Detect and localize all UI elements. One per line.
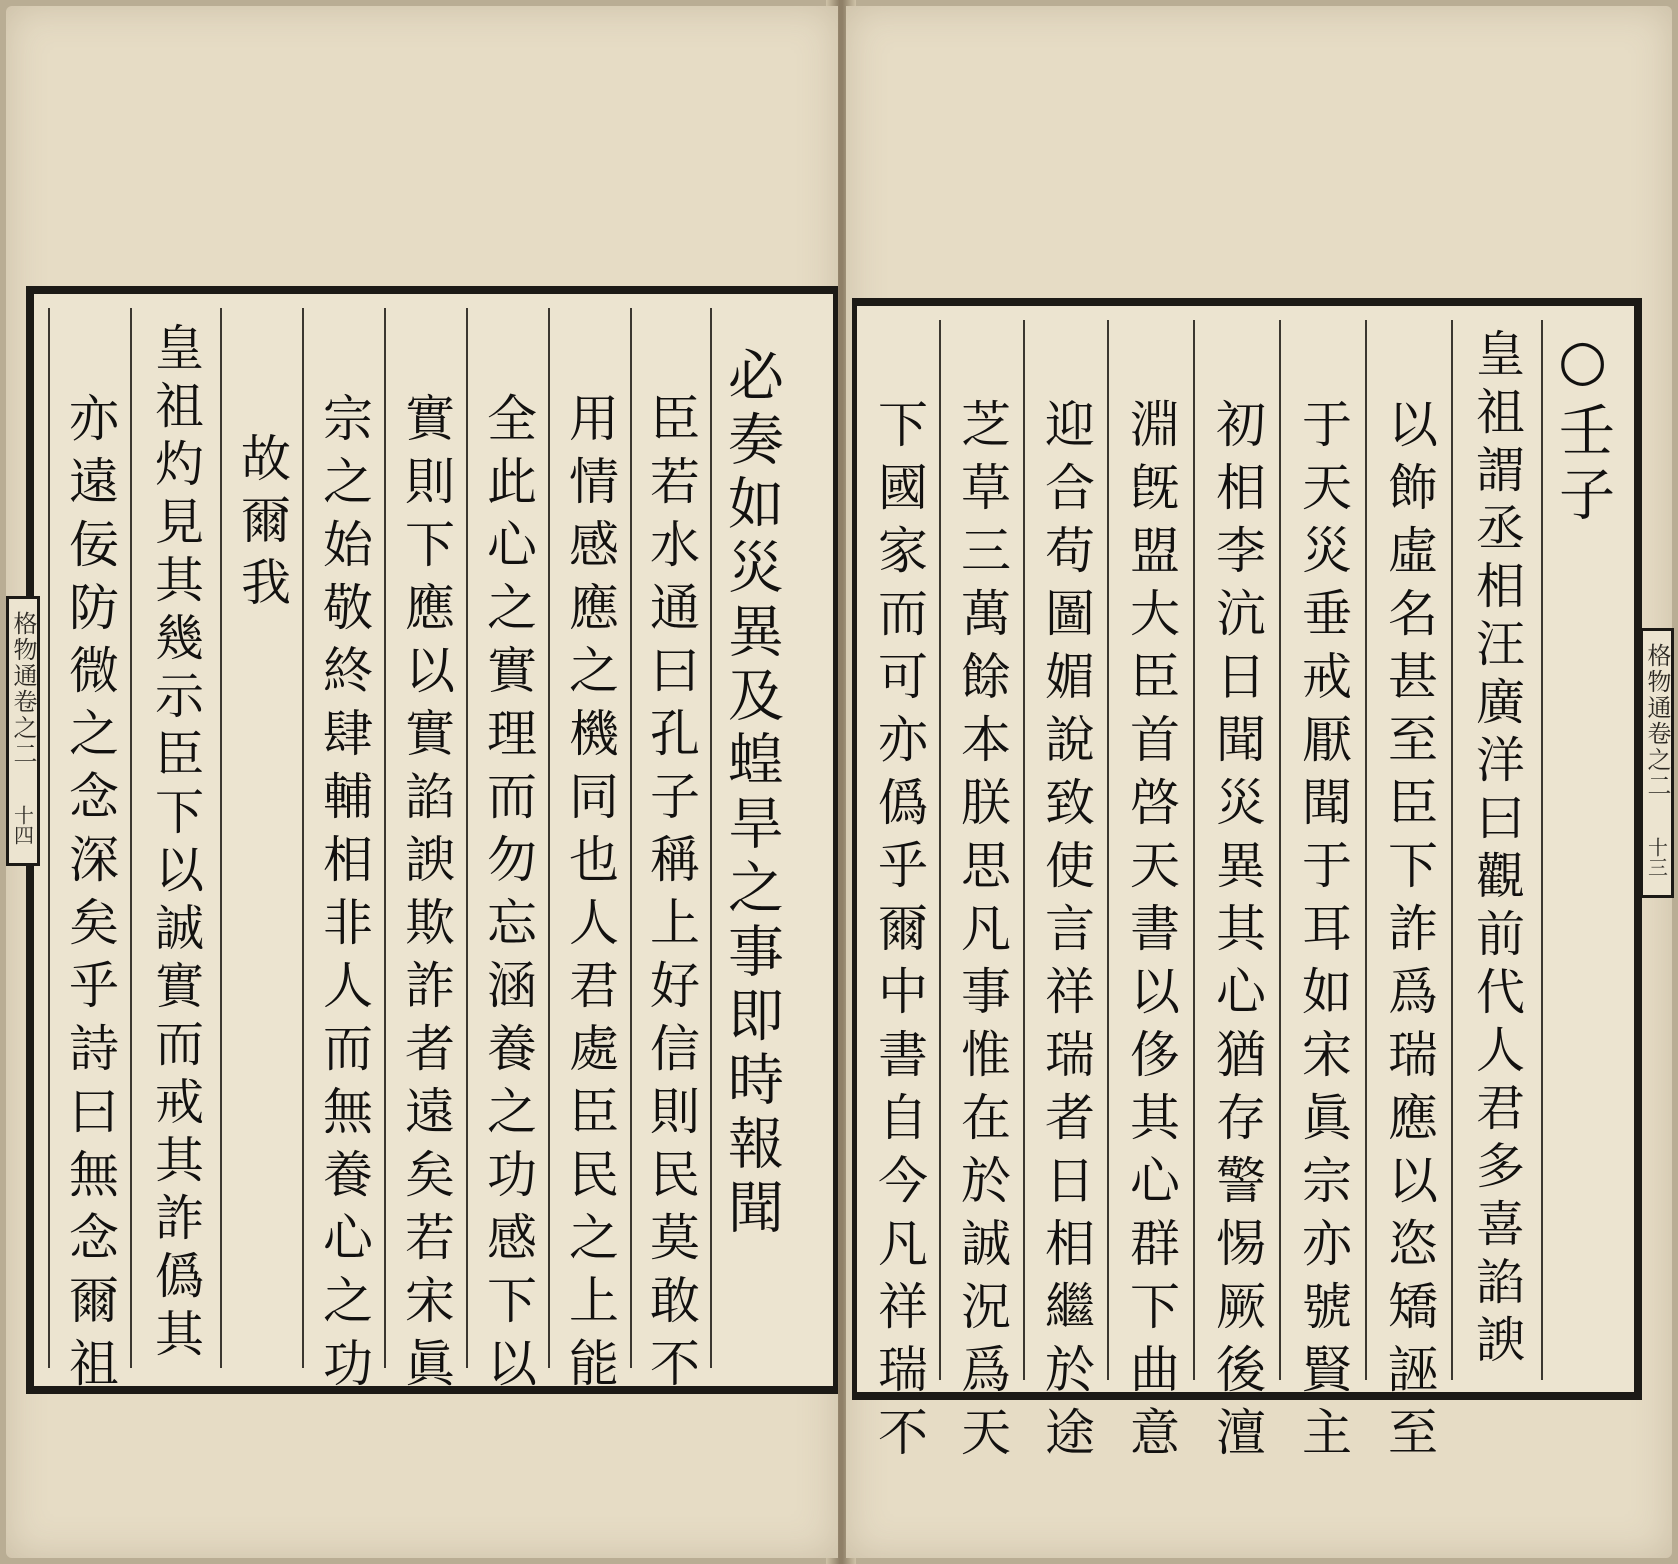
text-column <box>859 320 939 1469</box>
column-text: 必奏如災異及蝗旱之事即時報聞 <box>719 346 784 1242</box>
right-page-frame <box>852 298 1642 1469</box>
column-text: 故爾我 <box>233 432 291 618</box>
column-text: 皇祖謂丞相汪廣洋曰觀前代人君多喜諂諛 <box>1468 328 1526 1372</box>
text-column <box>48 308 130 1400</box>
column-text: 用情感應之機同也人君處臣民之上能 <box>561 392 619 1400</box>
column-text: 初相李沆日聞災異其心猶存警惕厥後澶 <box>1208 398 1266 1469</box>
margin-title: 格物通卷之二 <box>9 611 37 767</box>
column-text: 宗之始敬終肆輔相非人而無養心之功 <box>315 392 373 1400</box>
text-column <box>1107 320 1193 1469</box>
text-column <box>1365 320 1451 1469</box>
margin-tab-left <box>6 596 40 866</box>
page-number: 十三 <box>1644 837 1669 877</box>
left-page-frame <box>26 286 838 1400</box>
text-column <box>220 308 302 1368</box>
text-column <box>939 320 1023 1469</box>
text-column <box>1279 320 1365 1469</box>
text-column <box>384 308 466 1400</box>
text-column <box>130 308 220 1368</box>
column-text: 臣若水通曰孔子稱上好信則民莫敢不 <box>642 392 700 1400</box>
column-text: 芝草三萬餘本朕思凡事惟在於誠況爲天 <box>953 398 1011 1469</box>
column-text: 實則下應以實諂諛欺詐者遠矣若宋眞 <box>397 392 455 1400</box>
text-column <box>1451 320 1541 1380</box>
column-text: ○壬子 <box>1550 328 1615 529</box>
text-column <box>466 308 548 1400</box>
column-text: 全此心之實理而勿忘涵養之功感下以 <box>479 392 537 1400</box>
column-text: 淵旣盟大臣首啓天書以侈其心群下曲意 <box>1122 398 1180 1469</box>
column-text: 下國家而可亦僞乎爾中書自今凡祥瑞不 <box>870 398 928 1469</box>
column-text: 皇祖灼見其幾示臣下以誠實而戒其詐僞其 <box>147 322 205 1366</box>
margin-tab-right <box>1640 628 1674 898</box>
margin-title: 格物通卷之二 <box>1643 643 1671 799</box>
column-text: 亦遠佞防微之念深矣乎詩曰無念爾祖 <box>61 392 119 1400</box>
text-column <box>710 308 790 1368</box>
text-column <box>1023 320 1107 1469</box>
text-column <box>548 308 630 1400</box>
column-text: 迎合苟圖媚說致使言祥瑞者日相繼於途 <box>1037 398 1095 1469</box>
text-column <box>302 308 384 1400</box>
text-column <box>1193 320 1279 1469</box>
page-number: 十四 <box>10 805 35 845</box>
text-column <box>630 308 710 1400</box>
column-text: 于天災垂戒厭聞于耳如宋眞宗亦號賢主 <box>1294 398 1352 1469</box>
column-text: 以飾虛名甚至臣下詐爲瑞應以恣矯誣至 <box>1380 398 1438 1469</box>
text-column <box>1541 320 1621 1380</box>
